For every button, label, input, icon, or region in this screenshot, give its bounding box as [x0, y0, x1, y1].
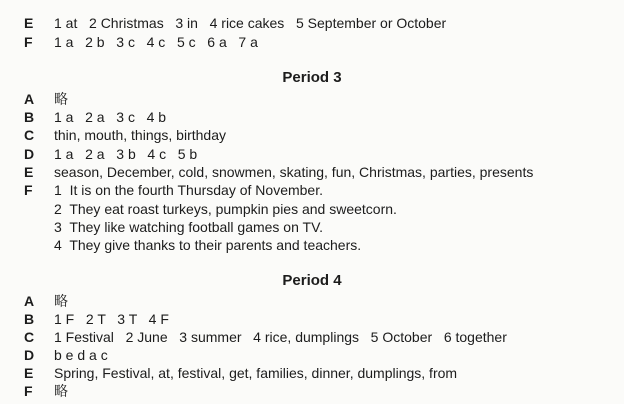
answer-letter: E: [24, 164, 34, 180]
answer-text: Spring, Festival, at, festival, get, families, dinner, dumplings, from: [54, 365, 458, 381]
answer-text: 1 a 2 a 3 c 4 b: [54, 109, 167, 125]
answer-text: 1 a 2 b 3 c 4 c 5 c 6 a 7 a: [54, 34, 258, 50]
answer-text: 1 at 2 Christmas 3 in 4 rice cakes 5 September or October: [54, 15, 447, 31]
answer-line-2: 2 They eat roast turkeys, pumpkin pies and sweetcorn.: [54, 201, 397, 217]
answer-text: 1 F 2 T 3 T 4 F: [54, 311, 169, 327]
answer-letter: F: [24, 182, 33, 198]
answer-text: 略: [54, 91, 68, 107]
answer-letter: D: [24, 347, 35, 363]
answer-text: 1 a 2 a 3 b 4 c 5 b: [54, 146, 198, 162]
answer-letter: F: [24, 383, 33, 399]
answer-line-1: 1 It is on the fourth Thursday of November.: [54, 182, 323, 198]
answer-letter: B: [24, 311, 35, 327]
answer-letter: C: [24, 127, 35, 143]
answer-text: season, December, cold, snowmen, skating, fun, Christmas, parties, presents: [54, 164, 534, 180]
period-3-title: Period 3: [282, 69, 342, 86]
answer-letter: E: [24, 15, 34, 31]
answer-text: b e d a c: [54, 347, 108, 363]
answer-letter: B: [24, 109, 35, 125]
answer-letter: A: [24, 91, 35, 107]
answer-text: 略: [54, 383, 68, 399]
answer-text: 略: [54, 293, 68, 309]
answer-text: 1 Festival 2 June 3 summer 4 rice, dumplings 5 October 6 together: [54, 329, 507, 345]
answer-letter: D: [24, 146, 35, 162]
answer-line-4: 4 They give thanks to their parents and teachers.: [54, 237, 362, 253]
answer-text: thin, mouth, things, birthday: [54, 127, 226, 143]
answer-letter: E: [24, 365, 34, 381]
answer-line-3: 3 They like watching football games on TV.: [54, 219, 324, 235]
answer-letter: A: [24, 293, 35, 309]
answer-letter: C: [24, 329, 35, 345]
answer-letter: F: [24, 34, 33, 50]
period-4-title: Period 4: [282, 272, 342, 289]
